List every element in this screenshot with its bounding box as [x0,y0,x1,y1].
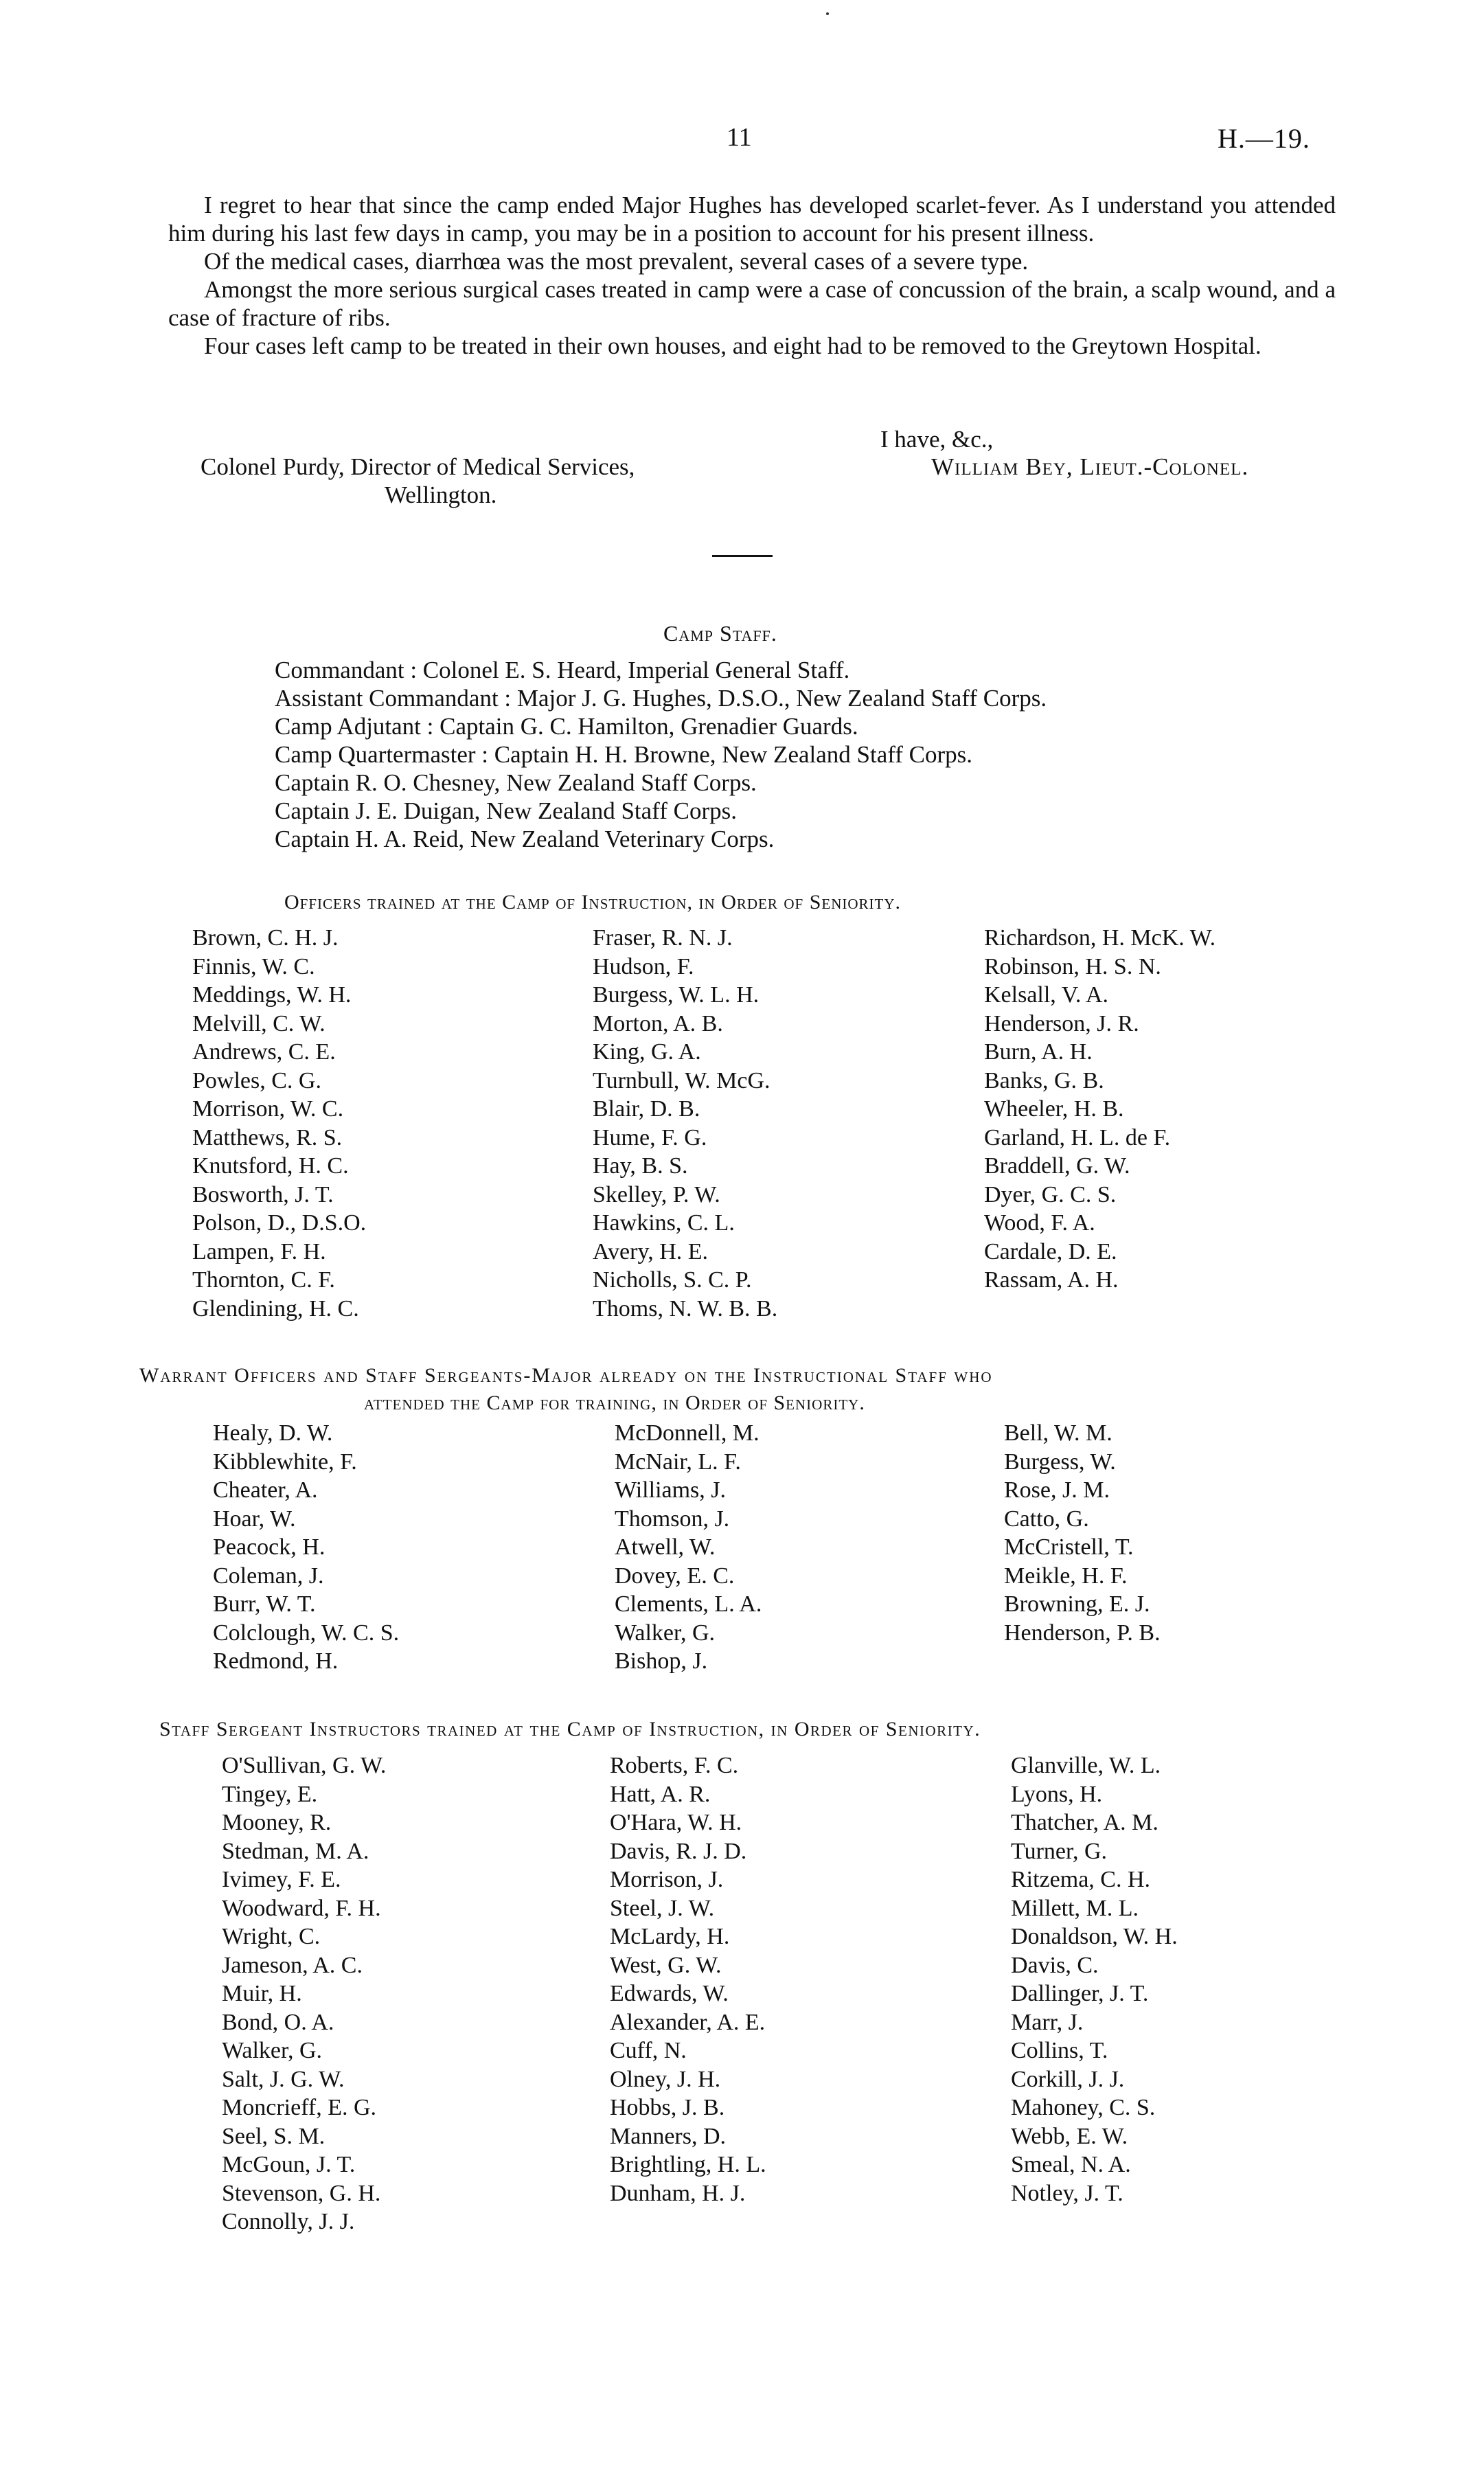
list-item: Browning, E. J. [1004,1591,1150,1617]
list-item: Cardale, D. E. [984,1238,1117,1264]
list-item: Hay, B. S. [593,1153,688,1179]
list-item: Morrison, J. [610,1867,724,1892]
list-item: Lyons, H. [1011,1781,1103,1807]
list-item: Morrison, W. C. [192,1096,344,1122]
list-item: Donaldson, W. H. [1011,1924,1178,1949]
officers-column-1 [192,924,366,1323]
sergeants-column-3 [1011,1751,1178,2208]
list-item: Braddell, G. W. [984,1153,1130,1179]
list-item: Corkill, J. J. [1011,2066,1125,2092]
list-item: Finnis, W. C. [192,953,315,979]
warrant-column-2 [615,1419,762,1676]
list-item: Colclough, W. C. S. [213,1620,400,1646]
list-item: Thornton, C. F. [192,1267,335,1293]
list-item: Alexander, A. E. [610,2009,766,2035]
page-number: 11 [727,123,752,152]
list-item: Blair, D. B. [593,1096,700,1122]
list-item: Nicholls, S. C. P. [593,1267,752,1293]
list-item: Wright, C. [222,1924,321,1949]
list-item: Webb, E. W. [1011,2123,1128,2149]
list-item: Collins, T. [1011,2038,1108,2063]
list-item: Manners, D. [610,2123,727,2149]
list-item: Thomson, J. [615,1506,730,1532]
officers-column-3 [984,924,1215,1295]
list-item: Skelley, P. W. [593,1181,720,1207]
list-item: Meddings, W. H. [192,982,352,1008]
list-item: Seel, S. M. [222,2123,326,2149]
list-item: McNair, L. F. [615,1449,741,1475]
list-item: Muir, H. [222,1981,302,2006]
camp-staff-member: Assistant Commandant : Major J. G. Hughes, D.S.O., New Zealand Staff Corps. [275,685,1047,712]
list-item: Burgess, W. L. H. [593,982,760,1008]
camp-staff-member: Commandant : Colonel E. S. Heard, Imperial General Staff. [275,657,850,683]
camp-staff-list [275,656,1047,853]
list-item: Davis, C. [1011,1952,1099,1978]
list-item: Glanville, W. L. [1011,1753,1161,1778]
list-item: Rose, J. M. [1004,1477,1110,1503]
list-item: Hobbs, J. B. [610,2095,725,2120]
list-item: Henderson, P. B. [1004,1620,1161,1646]
camp-staff-member: Captain R. O. Chesney, New Zealand Staff Corps. [275,769,757,796]
list-item: Wood, F. A. [984,1210,1095,1236]
document-reference: H.—19. [1218,123,1310,154]
list-item: Dallinger, J. T. [1011,1981,1149,2006]
scan-speck [826,12,829,15]
list-item: Bell, W. M. [1004,1420,1112,1446]
letter-paragraph: Of the medical cases, diarrhœa was the most prevalent, several cases of a severe type. [204,248,1029,275]
list-item: Stevenson, G. H. [222,2180,381,2206]
warrant-column-1 [213,1419,399,1676]
officers-heading: Officers trained at the Camp of Instruction, in Order of Seniority. [284,891,902,913]
list-item: Dunham, H. J. [610,2180,746,2206]
list-item: Notley, J. T. [1011,2180,1123,2206]
list-item: Andrews, C. E. [192,1039,336,1065]
list-item: Coleman, J. [213,1563,324,1589]
list-item: Bishop, J. [615,1648,708,1674]
camp-staff-member: Captain H. A. Reid, New Zealand Veterinary Corps. [275,826,775,852]
list-item: Redmond, H. [213,1648,339,1674]
list-item: Atwell, W. [615,1534,716,1560]
letter-addressee: Colonel Purdy, Director of Medical Services, [201,453,635,480]
officers-column-2 [593,924,777,1323]
list-item: Brightling, H. L. [610,2152,766,2177]
list-item: Kelsall, V. A. [984,982,1109,1008]
list-item: Cuff, N. [610,2038,687,2063]
list-item: Powles, C. G. [192,1067,321,1093]
list-item: Jameson, A. C. [222,1952,363,1978]
list-item: Turnbull, W. McG. [593,1067,770,1093]
section-divider [712,555,773,557]
letter-signature: William Bey, Lieut.-Colonel. [931,453,1249,480]
list-item: Tingey, E. [222,1781,318,1807]
list-item: Avery, H. E. [593,1238,709,1264]
list-item: McGoun, J. T. [222,2152,356,2177]
list-item: Marr, J. [1011,2009,1084,2035]
list-item: Hoar, W. [213,1506,296,1532]
list-item: Ritzema, C. H. [1011,1867,1151,1892]
letter-paragraph: Amongst the more serious surgical cases treated in camp were a case of concussion of the brain, a scalp wound, and a case of fracture of ribs. [168,276,1336,331]
letter-paragraph: Four cases left camp to be treated in their own houses, and eight had to be removed to the Greytown Hospital. [204,332,1262,359]
camp-staff-member: Camp Adjutant : Captain G. C. Hamilton, Grenadier Guards. [275,713,858,740]
list-item: McLardy, H. [610,1924,730,1949]
list-item: Hudson, F. [593,953,694,979]
list-item: Williams, J. [615,1477,727,1503]
list-item: Garland, H. L. de F. [984,1124,1171,1150]
list-item: Mahoney, C. S. [1011,2095,1156,2120]
list-item: Meikle, H. F. [1004,1563,1128,1589]
list-item: Steel, J. W. [610,1895,715,1921]
list-item: Catto, G. [1004,1506,1089,1532]
list-item: Walker, G. [222,2038,323,2063]
list-item: Mooney, R. [222,1810,332,1835]
staff-sergeants-heading: Staff Sergeant Instructors trained at the Camp of Instruction, in Order of Seniority. [159,1718,981,1740]
warrant-officers-heading-line2: attended the Camp for training, in Order of Seniority. [364,1392,865,1414]
list-item: Wheeler, H. B. [984,1096,1124,1122]
list-item: West, G. W. [610,1952,722,1978]
list-item: Dyer, G. C. S. [984,1181,1117,1207]
list-item: O'Sullivan, G. W. [222,1753,387,1778]
list-item: Knutsford, H. C. [192,1153,349,1179]
camp-staff-heading: Camp Staff. [663,621,777,646]
list-item: King, G. A. [593,1039,701,1065]
sergeants-column-2 [610,1751,766,2208]
letter-paragraph: I regret to hear that since the camp ended Major Hughes has developed scarlet-fever. As I understand you attended him during his last few days in camp, you may be in a position to account for his present illness. [168,192,1336,247]
warrant-officers-heading: Warrant Officers and Staff Sergeants-Major already on the Instructional Staff who [139,1364,993,1387]
camp-staff-member: Camp Quartermaster : Captain H. H. Browne, New Zealand Staff Corps. [275,741,973,768]
list-item: Hume, F. G. [593,1124,707,1150]
list-item: Burgess, W. [1004,1449,1116,1475]
list-item: Peacock, H. [213,1534,326,1560]
list-item: Roberts, F. C. [610,1753,739,1778]
list-item: Cheater, A. [213,1477,318,1503]
list-item: Lampen, F. H. [192,1238,326,1264]
list-item: Thoms, N. W. B. B. [593,1295,778,1321]
list-item: Morton, A. B. [593,1010,723,1036]
sergeants-column-1 [222,1751,386,2236]
list-item: Dovey, E. C. [615,1563,735,1589]
list-item: Salt, J. G. W. [222,2066,345,2092]
list-item: Polson, D., D.S.O. [192,1210,367,1236]
list-item: Walker, G. [615,1620,716,1646]
list-item: O'Hara, W. H. [610,1810,742,1835]
list-item: McDonnell, M. [615,1420,760,1446]
list-item: Woodward, F. H. [222,1895,381,1921]
list-item: Burr, W. T. [213,1591,316,1617]
list-item: Stedman, M. A. [222,1838,369,1864]
list-item: Ivimey, F. E. [222,1867,341,1892]
list-item: Rassam, A. H. [984,1267,1119,1293]
list-item: Bond, O. A. [222,2009,334,2035]
list-item: Melvill, C. W. [192,1010,326,1036]
list-item: Fraser, R. N. J. [593,925,733,951]
letter-closing: I have, &c., [880,426,994,453]
list-item: Millett, M. L. [1011,1895,1139,1921]
list-item: Henderson, J. R. [984,1010,1139,1036]
letter-addressee-city: Wellington. [385,481,497,508]
list-item: Thatcher, A. M. [1011,1810,1158,1835]
list-item: Connolly, J. J. [222,2209,355,2234]
list-item: Clements, L. A. [615,1591,762,1617]
list-item: Glendining, H. C. [192,1295,359,1321]
list-item: Davis, R. J. D. [610,1838,747,1864]
list-item: Banks, G. B. [984,1067,1104,1093]
list-item: Robinson, H. S. N. [984,953,1161,979]
list-item: McCristell, T. [1004,1534,1134,1560]
camp-staff-member: Captain J. E. Duigan, New Zealand Staff Corps. [275,797,737,824]
list-item: Edwards, W. [610,1981,729,2006]
list-item: Olney, J. H. [610,2066,721,2092]
list-item: Hatt, A. R. [610,1781,711,1807]
list-item: Moncrieff, E. G. [222,2095,377,2120]
list-item: Burn, A. H. [984,1039,1093,1065]
list-item: Healy, D. W. [213,1420,333,1446]
list-item: Bosworth, J. T. [192,1181,334,1207]
list-item: Kibblewhite, F. [213,1449,357,1475]
list-item: Matthews, R. S. [192,1124,343,1150]
list-item: Richardson, H. McK. W. [984,925,1216,951]
list-item: Brown, C. H. J. [192,925,339,951]
warrant-column-3 [1004,1419,1161,1647]
list-item: Smeal, N. A. [1011,2152,1131,2177]
letter-body [168,191,1336,360]
list-item: Hawkins, C. L. [593,1210,735,1236]
list-item: Turner, G. [1011,1838,1108,1864]
